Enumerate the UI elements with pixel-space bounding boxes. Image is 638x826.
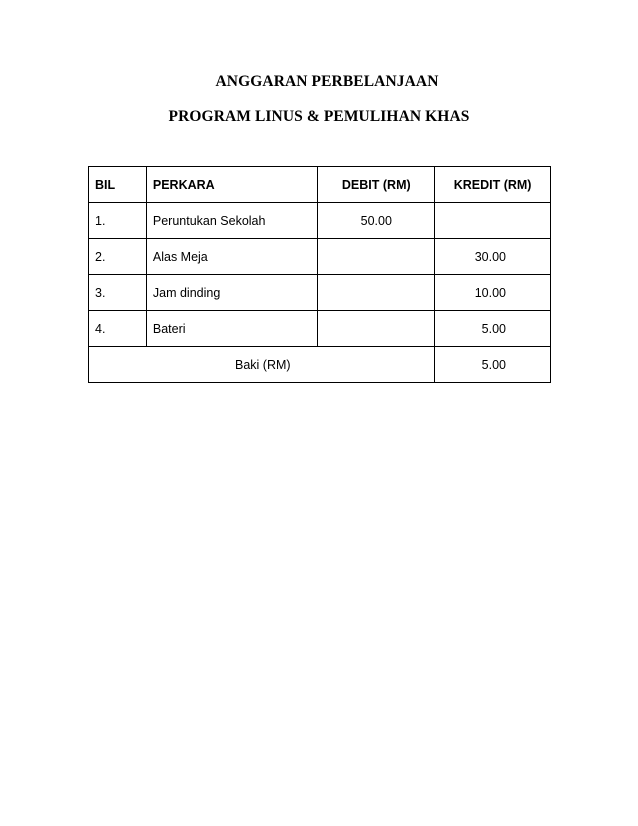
balance-label: Baki (RM) [89,347,435,383]
column-header-bil: BIL [89,167,147,203]
cell-debit [318,311,435,347]
cell-bil: 4. [89,311,147,347]
balance-value: 5.00 [435,347,551,383]
cell-debit: 50.00 [318,203,435,239]
cell-bil: 2. [89,239,147,275]
budget-table [88,166,551,383]
cell-kredit: 10.00 [435,275,551,311]
cell-bil: 3. [89,275,147,311]
column-header-debit: DEBIT (RM) [318,167,435,203]
cell-kredit: 30.00 [435,239,551,275]
column-header-kredit: KREDIT (RM) [435,167,551,203]
table-row [89,239,551,275]
table-row [89,275,551,311]
cell-kredit: 5.00 [435,311,551,347]
cell-kredit [435,203,551,239]
cell-debit [318,275,435,311]
table-footer-row [89,347,551,383]
table-header-row [89,167,551,203]
table-row [89,311,551,347]
document-subtitle: PROGRAM LINUS & PEMULIHAN KHAS [168,108,470,125]
cell-perkara: Bateri [146,311,318,347]
document-title: ANGGARAN PERBELANJAAN [215,73,439,90]
cell-perkara: Jam dinding [146,275,318,311]
cell-perkara: Peruntukan Sekolah [146,203,318,239]
cell-perkara: Alas Meja [146,239,318,275]
cell-debit [318,239,435,275]
cell-bil: 1. [89,203,147,239]
column-header-perkara: PERKARA [146,167,318,203]
table-row [89,203,551,239]
